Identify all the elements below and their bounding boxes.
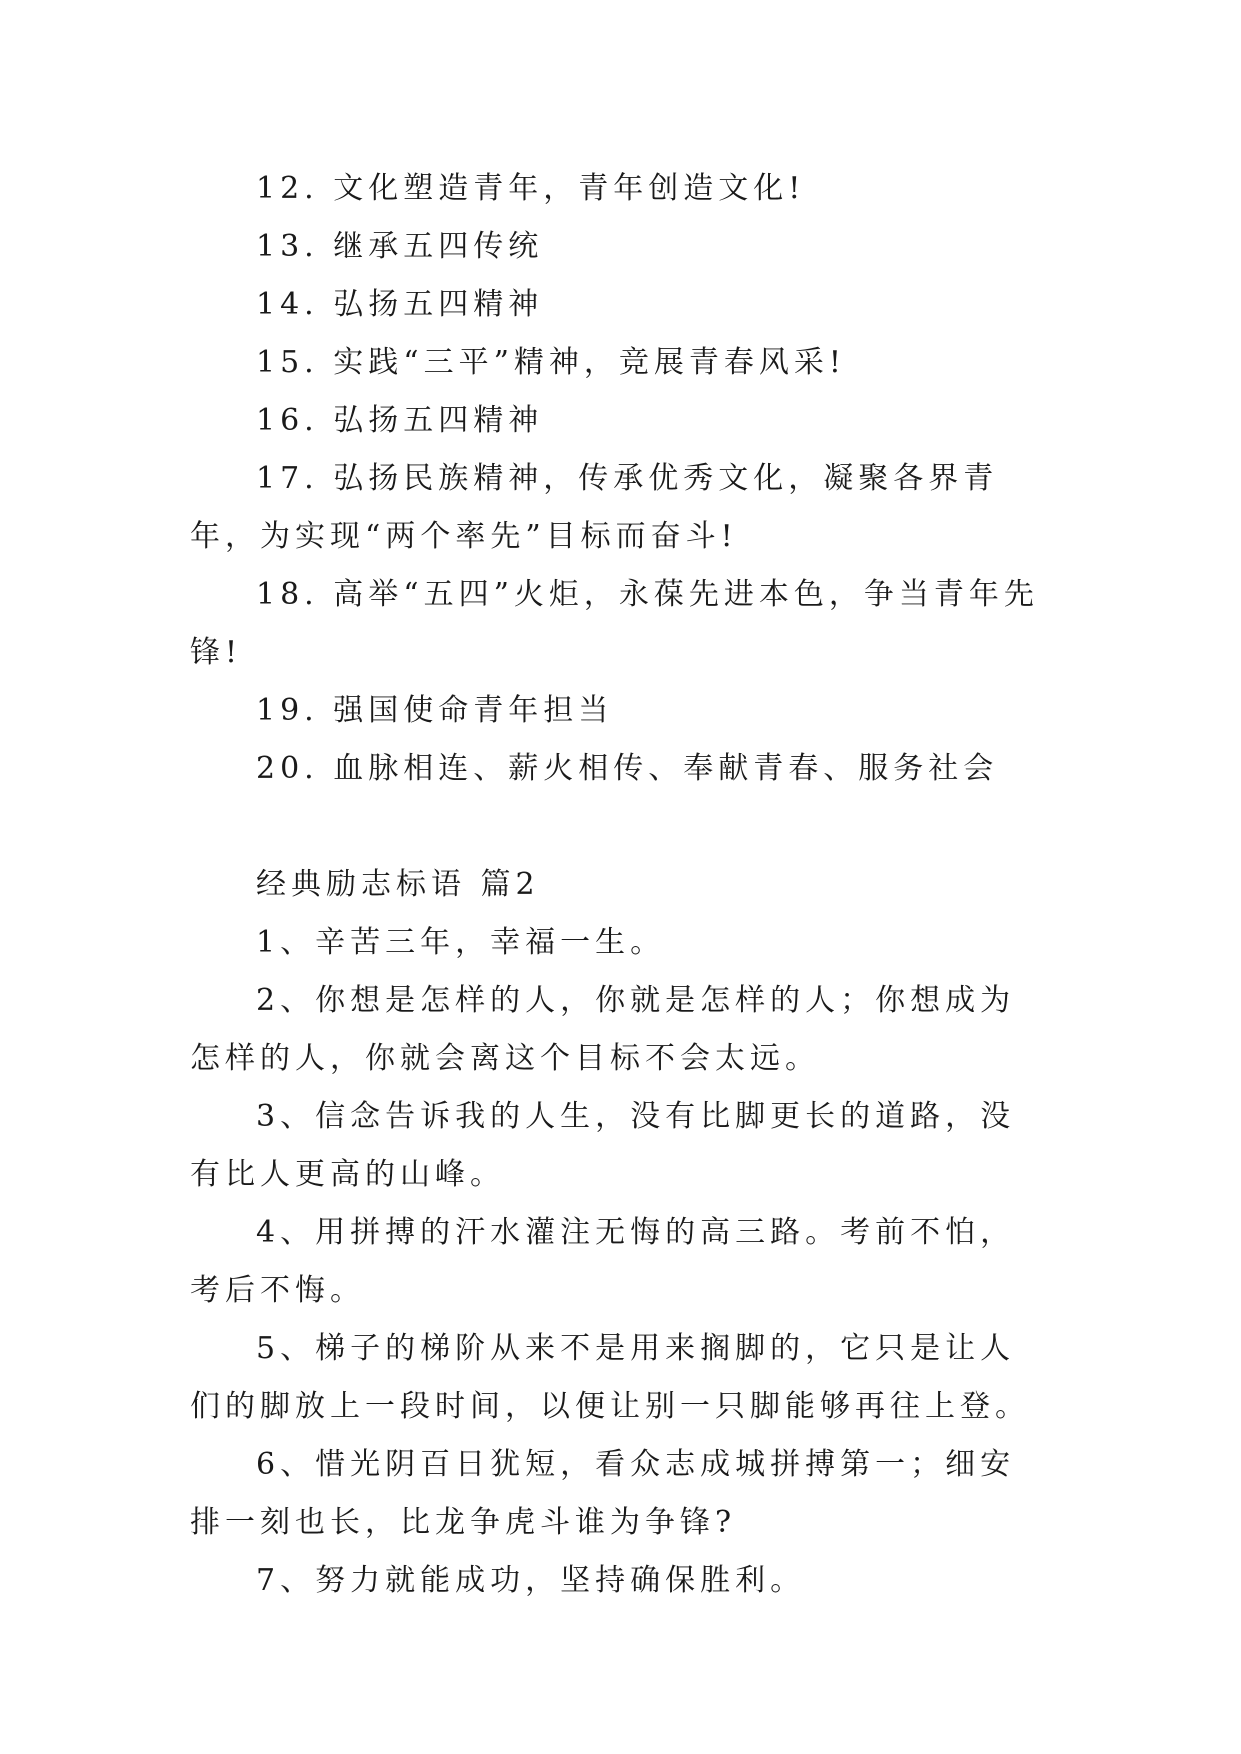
slogan-item-1: 1、辛苦三年，幸福一生。: [256, 925, 666, 960]
slogan-item-12: 12. 文化塑造青年，青年创造文化!: [256, 171, 806, 206]
slogan-item-13: 13. 继承五四传统: [256, 229, 544, 264]
slogan-item-2: 2、你想是怎样的人，你就是怎样的人；你想成为怎样的人，你就会离这个目标不会太远。: [190, 983, 1016, 1076]
slogan-item-15: 15. 实践“三平”精神，竞展青春风采!: [256, 345, 846, 380]
section-heading: 经典励志标语 篇2: [256, 867, 540, 902]
slogan-item-6: 6、惜光阴百日犹短，看众志成城拼搏第一；细安排一刻也长，比龙争虎斗谁为争锋?: [190, 1447, 1016, 1540]
slogan-item-18: 18. 高举“五四”火炬，永葆先进本色，争当青年先锋!: [190, 577, 1039, 670]
section-spacer: [190, 798, 1050, 856]
slogan-item-7: 7、努力就能成功，坚持确保胜利。: [256, 1563, 806, 1598]
document-body: [190, 160, 1050, 1610]
slogan-item-4: 4、用拼搏的汗水灌注无悔的高三路。考前不怕，考后不悔。: [190, 1215, 1016, 1308]
slogan-item-16: 16. 弘扬五四精神: [256, 403, 544, 438]
slogan-item-19: 19. 强国使命青年担当: [256, 693, 614, 728]
slogan-item-5: 5、梯子的梯阶从来不是用来搁脚的，它只是让人们的脚放上一段时间，以便让别一只脚能够再往上登。: [190, 1331, 1030, 1424]
slogan-item-20: 20. 血脉相连、薪火相传、奉献青春、服务社会: [256, 751, 999, 786]
slogan-item-3: 3、信念告诉我的人生，没有比脚更长的道路，没有比人更高的山峰。: [190, 1099, 1016, 1192]
slogan-item-17: 17. 弘扬民族精神，传承优秀文化，凝聚各界青年，为实现“两个率先”目标而奋斗!: [190, 461, 999, 554]
slogan-item-14: 14. 弘扬五四精神: [256, 287, 544, 322]
